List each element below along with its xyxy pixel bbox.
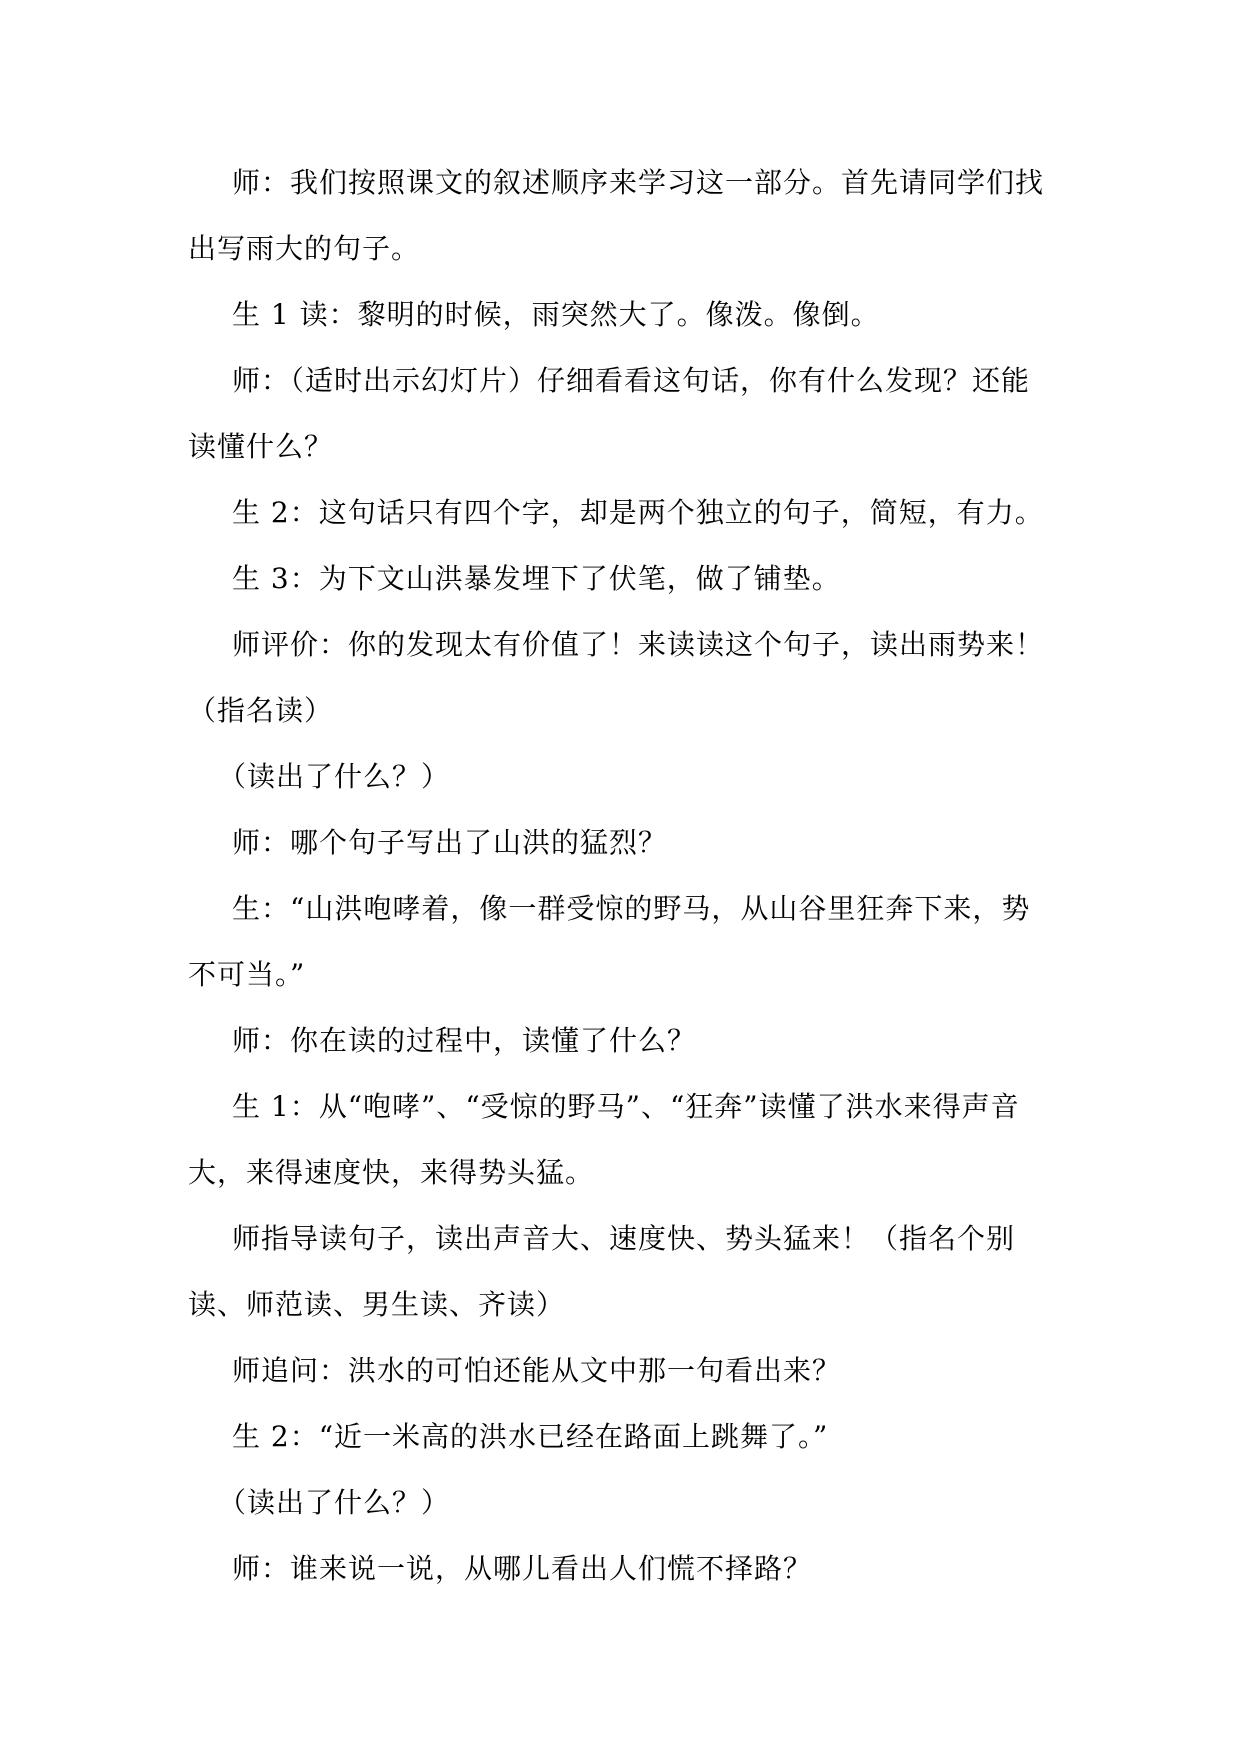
paragraph: 生 1 读：黎明的时候，雨突然大了。像泼。像倒。 [232,298,880,331]
paragraph: 师指导读句子，读出声音大、速度快、势头猛来！（指名个别读、师范读、男生读、齐读） [188,1222,1016,1321]
paragraph: 师：我们按照课文的叙述顺序来学习这一部分。首先请同学们找出写雨大的句子。 [188,166,1045,265]
paragraph: （读出了什么？） [218,760,451,793]
paragraph: 师：你在读的过程中，读懂了什么？ [232,1024,697,1057]
paragraph: 师追问：洪水的可怕还能从文中那一句看出来？ [232,1354,842,1387]
paragraph: （指名读） [188,694,334,727]
paragraph: 师：（适时出示幻灯片）仔细看看这句话，你有什么发现？还能读懂什么？ [188,364,1031,463]
paragraph: 生 3：为下文山洪暴发埋下了伏笔，做了铺垫。 [232,562,841,595]
paragraph: 师评价：你的发现太有价值了！来读读这个句子，读出雨势来！ [232,628,1045,661]
paragraph: 生 2：这句话只有四个字，却是两个独立的句子，简短，有力。 [232,496,1044,529]
paragraph: 生 2：“近一米高的洪水已经在路面上跳舞了。” [232,1420,829,1453]
document-body [188,150,1054,1602]
paragraph: 生 1：从“咆哮”、“受惊的野马”、“狂奔”读懂了洪水来得声音大，来得速度快，来得势头猛。 [188,1090,1020,1189]
paragraph: 生：“山洪咆哮着，像一群受惊的野马，从山谷里狂奔下来，势不可当。” [188,892,1031,991]
paragraph: （读出了什么？） [218,1486,451,1519]
paragraph: 师：谁来说一说，从哪儿看出人们慌不择路？ [232,1552,813,1585]
paragraph: 师：哪个句子写出了山洪的猛烈？ [232,826,668,859]
